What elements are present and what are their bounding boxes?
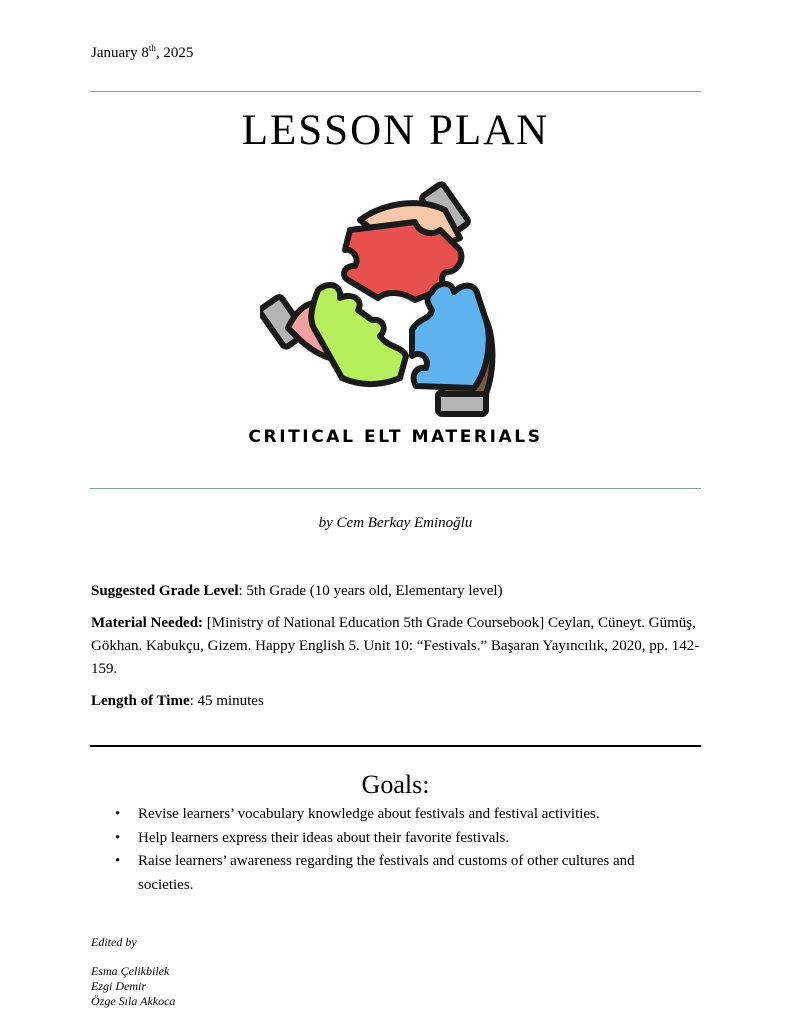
goal-item: • Raise learners’ awareness regarding the festivals and customs of other cultures and societies. — [115, 850, 675, 897]
page-title: LESSON PLAN — [241, 107, 550, 154]
goals-list — [115, 803, 675, 897]
edited-by-label: Edited by — [91, 935, 137, 949]
date-ordinal-suffix: th — [148, 43, 156, 53]
length-of-time-line — [91, 690, 701, 713]
material-needed-paragraph — [91, 612, 701, 681]
editor-name: Ezgi Demir — [91, 979, 146, 993]
bullet-icon: • — [115, 806, 121, 822]
goals-heading: Goals: — [361, 770, 430, 799]
material-needed-value: [Ministry of National Education 5th Grade Coursebook] Ceylan, Cüneyt. Gümüş, Gökhan. Kabukçu, Gizem. Happy English 5. Unit 10: “Festivals.” Başaran Yayıncılık, 2020, pp. 142-159. — [91, 615, 700, 677]
length-of-time-label: Length of Time — [91, 693, 190, 709]
author-byline: by Cem Berkay Eminoğlu — [318, 515, 473, 531]
puzzle-hands-logo-icon — [260, 180, 540, 420]
bullet-icon: • — [115, 829, 121, 846]
material-needed-label: Material Needed: — [91, 615, 204, 631]
top-divider — [90, 91, 701, 92]
editor-name: Özge Sıla Akkoca — [91, 994, 176, 1008]
document-date: January 8th, 2025 — [91, 43, 194, 61]
grade-level-label: Suggested Grade Level — [91, 583, 239, 599]
logo-caption: CRITICAL ELT MATERIALS — [248, 427, 543, 447]
bullet-icon: • — [115, 853, 121, 869]
grade-level-value: : 5th Grade (10 years old, Elementary level) — [238, 583, 503, 599]
editor-name: Esma Çelikbilek — [91, 964, 170, 978]
length-of-time-value: : 45 minutes — [189, 693, 264, 709]
goal-item: • Help learners express their ideas about their favorite festivals. — [115, 827, 675, 851]
logo-divider — [90, 488, 701, 489]
goals-divider — [90, 745, 701, 747]
goal-item: • Revise learners’ vocabulary knowledge about festivals and festival activities. — [115, 803, 675, 827]
grade-level-line — [91, 580, 701, 603]
